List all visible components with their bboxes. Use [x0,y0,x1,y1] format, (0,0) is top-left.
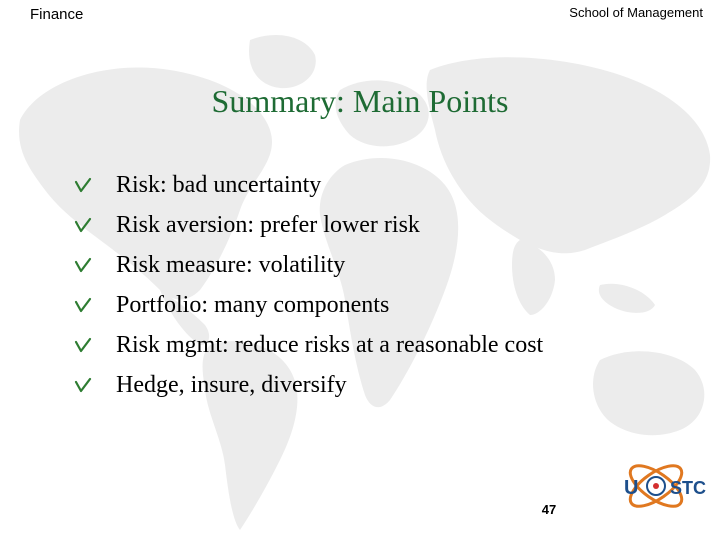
bullet-text: Risk aversion: prefer lower risk [116,211,420,238]
checkmark-bullet-icon [74,336,92,354]
checkmark-bullet-icon [74,216,92,234]
bullet-text: Portfolio: many components [116,291,390,318]
bullet-text: Hedge, insure, diversify [116,371,347,398]
bullet-text: Risk: bad uncertainty [116,171,322,198]
bullet-item [74,285,543,325]
checkmark-bullet-icon [74,176,92,194]
header-school-name: School of Management [569,5,703,20]
checkmark-bullet-icon [74,296,92,314]
bullet-text: Risk measure: volatility [116,251,346,278]
header-course-name: Finance [30,6,84,23]
bullet-item [74,365,543,405]
svg-text:STC: STC [670,478,706,498]
bullet-item [74,165,543,205]
uestc-logo [618,448,720,524]
bullet-item [74,245,543,285]
svg-text:U: U [624,477,639,499]
checkmark-bullet-icon [74,256,92,274]
bullet-text: Risk mgmt: reduce risks at a reasonable cost [116,331,544,358]
checkmark-bullet-icon [74,376,92,394]
bullet-list [74,165,543,405]
page-number: 47 [541,502,557,517]
bullet-item [74,205,543,245]
bullet-item [74,325,543,365]
slide-title: Summary: Main Points [211,83,509,119]
